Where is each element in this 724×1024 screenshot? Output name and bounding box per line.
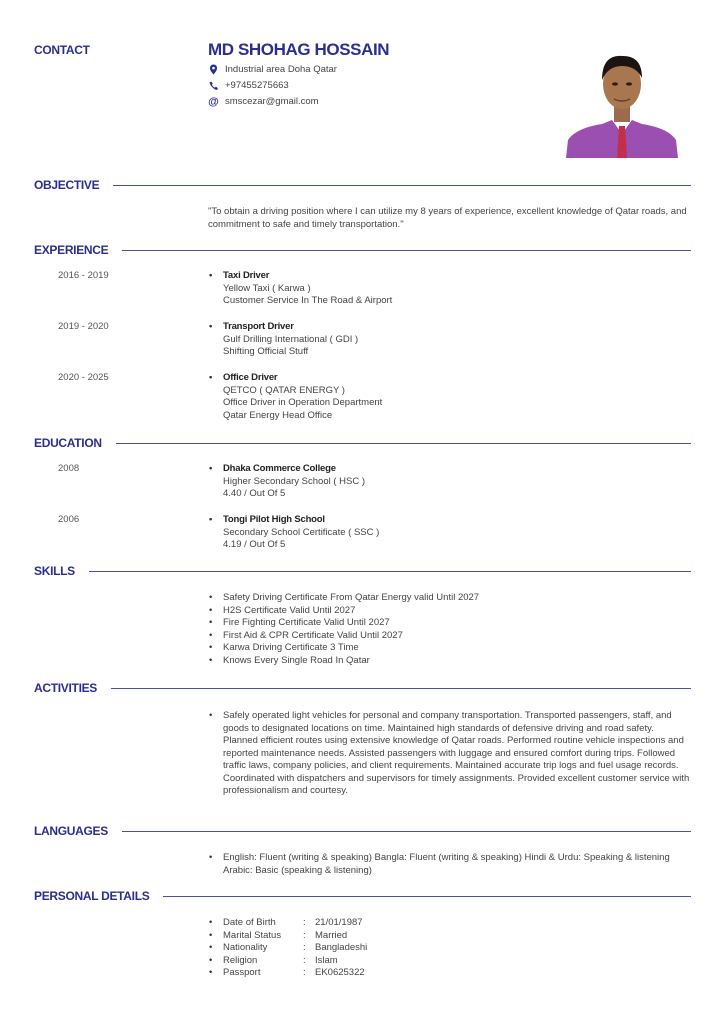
languages-list (208, 852, 690, 877)
list-item: • English: Fluent (writing & speaking) Bangla: Fluent (writing & speaking) Hindi & Urdu: Speaking & listening Arabic: Basic (speaking & listening) (208, 852, 690, 877)
list-item: • H2S Certificate Valid Until 2027 (208, 605, 688, 618)
profile-photo (566, 44, 678, 158)
section-title: OBJECTIVE (34, 178, 100, 192)
divider (116, 443, 691, 444)
list-item: • Safely operated light vehicles for personal and company transportation. Transported passengers, staff, and goods to designated locations on time. Maintained high standards of defensive driving and road safety. Planned efficient routes using extensive knowledge of Qatar roads. Performed routine vehicle inspections and reported maintenance needs. Assisted passengers with luggage and ensured comfort during trips. Followed traffic laws, company policies, and client requirements. Maintained accurate trip logs and fuel usage records. Coordinated with dispatchers and supervisors for timely assignments. Provided excellent customer service with professionalism and courtesy. (208, 710, 690, 798)
detail-value: Islam (315, 954, 338, 966)
experience-entry (208, 372, 382, 422)
activities-list (208, 710, 690, 798)
detail-row (208, 930, 367, 943)
divider (122, 250, 691, 251)
job-detail: Shifting Official Stuff (223, 346, 309, 357)
address-text: Industrial area Doha Qatar (225, 64, 337, 75)
personal-details-table (208, 917, 367, 980)
detail-separator: : (303, 917, 306, 928)
job-detail: QETCO ( QATAR ENERGY ) (223, 384, 345, 396)
divider (111, 688, 691, 689)
detail-separator: : (303, 954, 306, 966)
list-item: • Fire Fighting Certificate Valid Until 2027 (208, 617, 688, 630)
divider (163, 896, 691, 897)
detail-separator: : (303, 942, 306, 953)
divider (89, 571, 691, 572)
detail-row (208, 917, 367, 930)
detail-key: • Passport (223, 967, 261, 978)
section-title: EXPERIENCE (34, 243, 109, 257)
detail-row (208, 955, 367, 968)
experience-years: 2020 - 2025 (58, 372, 109, 383)
detail-value: Bangladeshi (315, 942, 368, 953)
job-detail: Qatar Energy Head Office (223, 409, 333, 421)
location-pin-icon (208, 64, 219, 75)
detail-separator: : (303, 967, 306, 978)
job-title: • Office Driver (208, 372, 382, 385)
detail-key: • Nationality (223, 942, 268, 953)
experience-section-header (34, 240, 691, 260)
objective-section-header (34, 175, 691, 195)
section-title: PERSONAL DETAILS (34, 889, 150, 903)
detail-value: EK0625322 (315, 967, 365, 978)
job-detail: Gulf Drilling International ( GDI ) (223, 333, 359, 345)
section-title: SKILLS (34, 564, 75, 578)
email-line (208, 96, 319, 107)
education-detail: 4.19 / Out Of 5 (223, 539, 286, 550)
detail-value: 21/01/1987 (315, 917, 363, 928)
detail-row (208, 942, 367, 955)
address-line (208, 64, 337, 75)
list-item: • Karwa Driving Certificate 3 Time (208, 642, 688, 655)
personal-details-section-header (34, 886, 691, 906)
list-item: • Knows Every Single Road In Qatar (208, 655, 688, 668)
education-year: 2008 (58, 463, 80, 474)
detail-key: • Marital Status (223, 929, 282, 941)
list-item: • First Aid & CPR Certificate Valid Until 2027 (208, 630, 688, 643)
job-title: • Taxi Driver (208, 270, 392, 283)
education-year: 2006 (58, 514, 80, 525)
job-title: • Transport Driver (208, 321, 358, 334)
list-item: • Safety Driving Certificate From Qatar Energy valid Until 2027 (208, 592, 688, 605)
education-entry (208, 463, 365, 501)
phone-line (208, 80, 289, 91)
skills-section-header (34, 561, 691, 581)
school-name: • Tongi Pilot High School (208, 514, 379, 527)
detail-key: • Date of Birth (223, 917, 276, 928)
detail-separator: : (303, 929, 306, 941)
job-detail: Office Driver in Operation Department (223, 397, 383, 408)
activities-section-header (34, 678, 691, 698)
education-entry (208, 514, 379, 552)
section-title: EDUCATION (34, 436, 102, 450)
education-section-header (34, 433, 691, 453)
detail-value: Married (315, 929, 348, 941)
school-name: • Dhaka Commerce College (208, 463, 365, 476)
phone-icon (208, 80, 219, 91)
education-detail: Higher Secondary School ( HSC ) (223, 475, 366, 487)
contact-heading: CONTACT (34, 43, 90, 57)
job-detail: Yellow Taxi ( Karwa ) (223, 282, 311, 294)
email-text[interactable]: smscezar@gmail.com (225, 96, 319, 107)
experience-entry (208, 321, 358, 359)
objective-text: "To obtain a driving position where I can utilize my 8 years of experience, excellent knowledge of Qatar roads, and commitment to safe and timely transportation." (208, 206, 687, 230)
education-detail: 4.40 / Out Of 5 (223, 488, 286, 499)
detail-key: • Religion (223, 954, 258, 966)
detail-row (208, 967, 367, 980)
divider (122, 831, 691, 832)
job-detail: Customer Service In The Road & Airport (223, 295, 393, 306)
at-sign-icon: @ (208, 95, 219, 108)
education-detail: Secondary School Certificate ( SSC ) (223, 526, 380, 538)
experience-years: 2019 - 2020 (58, 321, 109, 332)
skills-list (208, 592, 688, 667)
languages-section-header (34, 821, 691, 841)
candidate-name: MD SHOHAG HOSSAIN (208, 40, 390, 59)
experience-entry (208, 270, 392, 308)
section-title: LANGUAGES (34, 824, 108, 838)
section-title: ACTIVITIES (34, 681, 98, 695)
phone-text[interactable]: +97455275663 (225, 80, 289, 91)
experience-years: 2016 - 2019 (58, 270, 109, 281)
divider (113, 185, 691, 186)
